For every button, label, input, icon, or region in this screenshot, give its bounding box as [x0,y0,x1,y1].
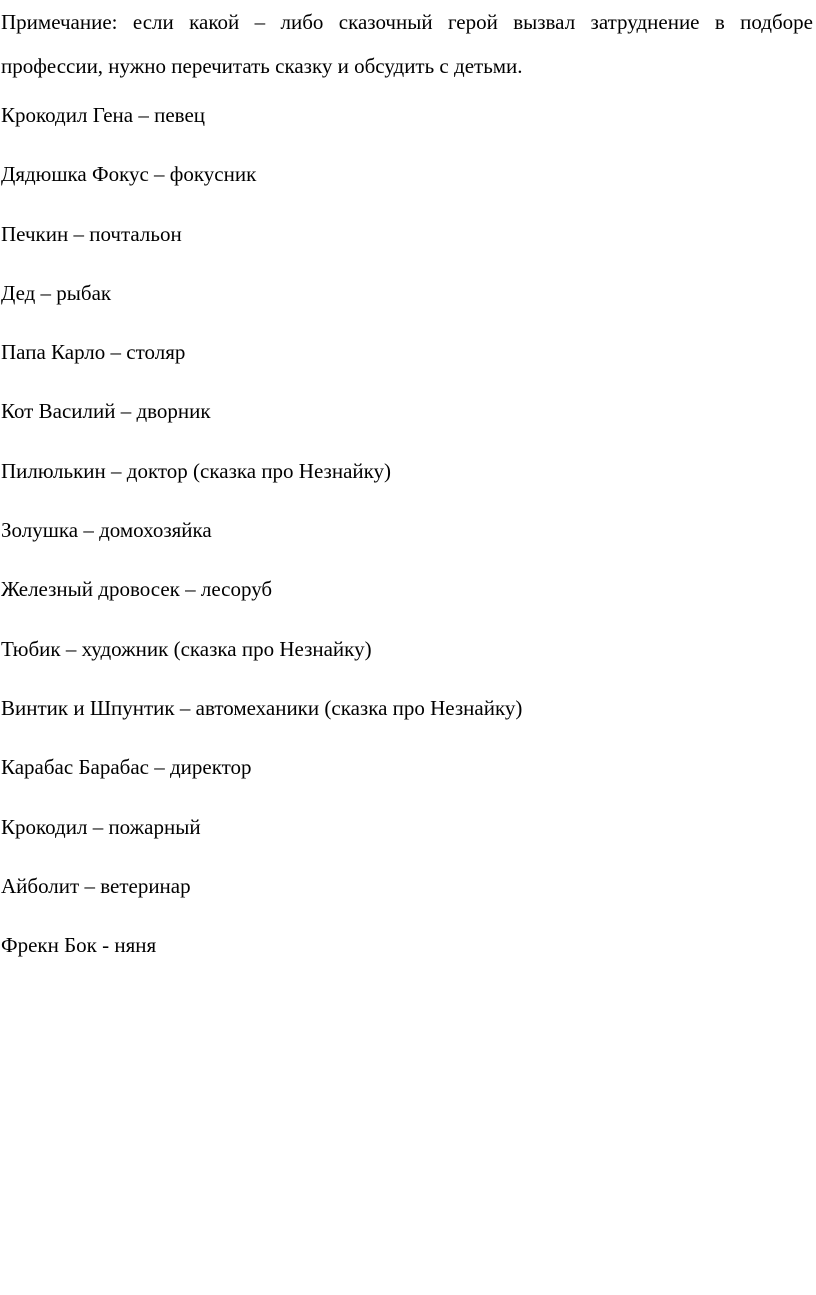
list-item: Папа Карло – столяр [1,340,186,365]
list-item: Пилюлькин – доктор (сказка про Незнайку) [1,458,392,483]
list-item: Золушка – домохозяйка [1,518,212,543]
character-profession-list [1,100,522,989]
note-paragraph: Примечание: если какой – либо сказочный герой вызвал затруднение в подборе профессии, нужно перечитать сказку и обсудить с детьми. [1,10,813,78]
list-item: Крокодил – пожарный [1,814,201,839]
list-item: Карабас Барабас – директор [1,755,252,780]
list-item: Кот Василий – дворник [1,399,211,424]
list-item: Дед – рыбак [1,280,112,305]
list-item: Дядюшка Фокус – фокусник [1,162,257,187]
list-item: Фрекн Бок - няня [1,933,157,958]
list-item: Винтик и Шпунтик – автомеханики (сказка про Незнайку) [1,695,523,720]
list-item: Тюбик – художник (сказка про Незнайку) [1,636,372,661]
list-item: Печкин – почтальон [1,221,182,246]
list-item: Крокодил Гена – певец [1,103,206,127]
list-item: Железный дровосек – лесоруб [1,577,273,602]
list-item: Айболит – ветеринар [1,873,191,898]
